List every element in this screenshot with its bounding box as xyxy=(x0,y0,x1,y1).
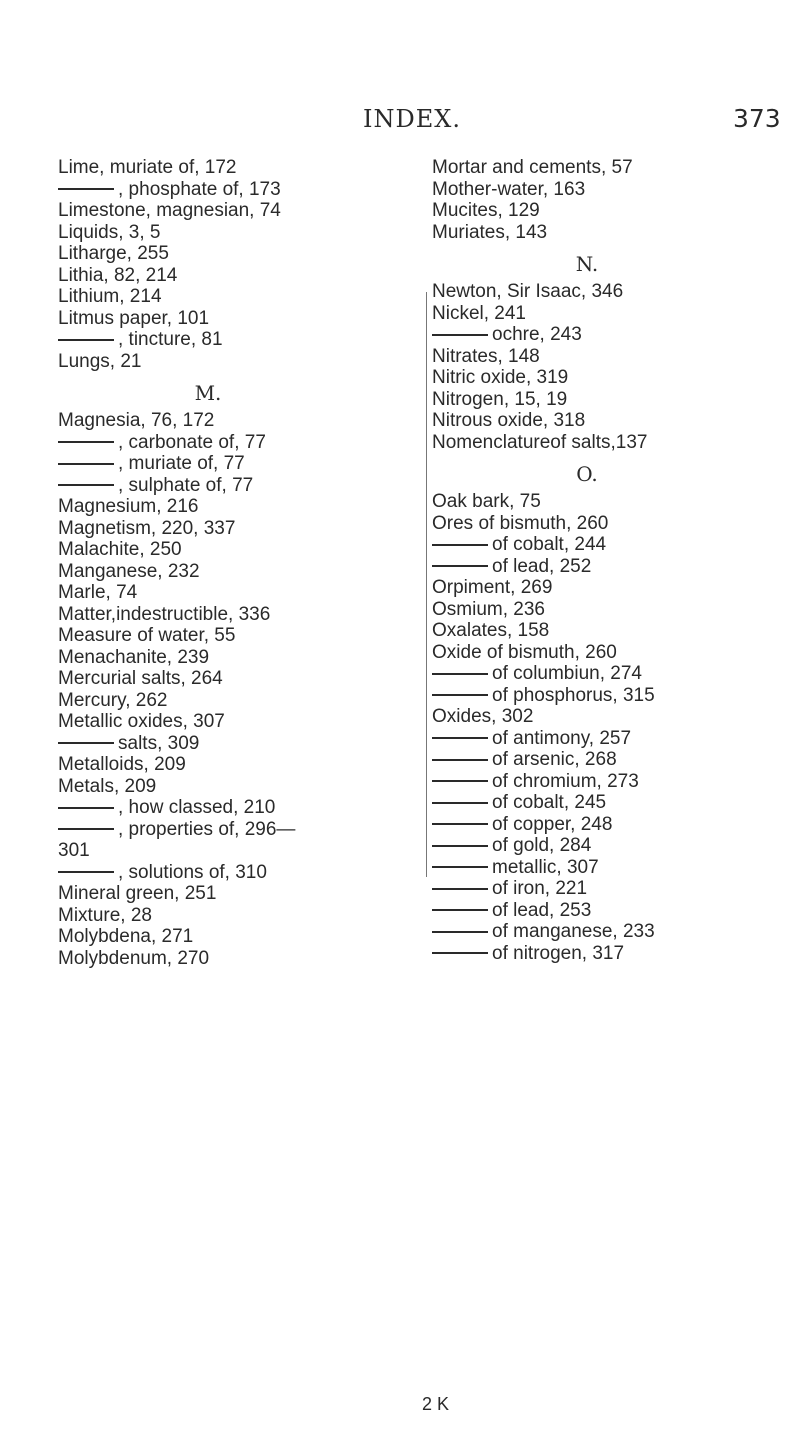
ditto-dash xyxy=(432,544,488,546)
index-entry xyxy=(58,625,420,647)
index-entry xyxy=(432,303,794,325)
index-entry xyxy=(432,577,794,599)
index-entry xyxy=(432,599,794,621)
index-entry-text: Molybdenum, 270 xyxy=(58,947,210,969)
index-entry xyxy=(58,351,420,373)
index-entry xyxy=(432,900,794,922)
ditto-dash xyxy=(432,673,488,675)
entries-m xyxy=(58,410,420,969)
index-entry-text: Menachanite, 239 xyxy=(58,646,210,668)
index-entry xyxy=(432,771,794,793)
index-entry-text: Mercury, 262 xyxy=(58,689,168,711)
index-entry-text: of phosphorus, 315 xyxy=(492,684,655,706)
index-entry-text: Mortar and cements, 57 xyxy=(432,157,633,178)
index-entry-text: of nitrogen, 317 xyxy=(492,942,625,964)
index-entry xyxy=(58,157,420,179)
index-entry-text: of lead, 253 xyxy=(492,899,592,921)
ditto-dash xyxy=(432,694,488,696)
index-entry-text: of arsenic, 268 xyxy=(492,749,617,770)
index-entry xyxy=(432,921,794,943)
index-entry xyxy=(58,200,420,222)
index-entry-text: Lime, muriate of, 172 xyxy=(58,157,237,178)
index-entry xyxy=(58,179,420,201)
index-entry-text: Magnesia, 76, 172 xyxy=(58,410,215,431)
index-entry xyxy=(432,706,794,728)
index-entry-text: , phosphate of, 173 xyxy=(118,178,281,200)
index-entry xyxy=(432,835,794,857)
page-number: 373 xyxy=(733,104,781,133)
index-entry-text: Nitrates, 148 xyxy=(432,345,540,367)
index-entry-text: Limestone, magnesian, 74 xyxy=(58,200,281,221)
index-entry-text: Litmus paper, 101 xyxy=(58,307,210,329)
index-entry xyxy=(58,561,420,583)
index-entry-text: Nitrogen, 15, 19 xyxy=(432,388,568,410)
index-entry-text: Nitrous oxide, 318 xyxy=(432,410,586,431)
index-entry xyxy=(58,797,420,819)
index-entry xyxy=(58,733,420,755)
index-entry xyxy=(58,754,420,776)
index-entry-text: Matter,indestructible, 336 xyxy=(58,603,271,625)
index-entry-text: Oak bark, 75 xyxy=(432,491,541,512)
index-entry-text: Oxides, 302 xyxy=(432,706,534,727)
index-entry-text: Mother-water, 163 xyxy=(432,178,586,200)
index-entry xyxy=(58,582,420,604)
index-entry xyxy=(58,475,420,497)
index-entry-text: metallic, 307 xyxy=(492,856,599,878)
index-entry-text: Manganese, 232 xyxy=(58,560,200,582)
index-entry xyxy=(432,878,794,900)
index-entry xyxy=(432,792,794,814)
index-entry-text: Mixture, 28 xyxy=(58,904,152,926)
index-entry-text: Lungs, 21 xyxy=(58,350,142,372)
index-entry xyxy=(58,308,420,330)
index-entry xyxy=(432,513,794,535)
index-entry xyxy=(58,905,420,927)
index-entry-text: , solutions of, 310 xyxy=(118,861,267,883)
index-entry xyxy=(432,367,794,389)
index-entry xyxy=(432,685,794,707)
index-entry-text: of cobalt, 245 xyxy=(492,792,607,813)
index-entry xyxy=(58,647,420,669)
index-entry xyxy=(58,539,420,561)
ditto-dash xyxy=(432,823,488,825)
index-entry-text: Litharge, 255 xyxy=(58,243,169,264)
index-entry xyxy=(58,862,420,884)
ditto-dash xyxy=(432,845,488,847)
index-entry-text: Osmium, 236 xyxy=(432,598,545,620)
index-entry xyxy=(58,776,420,798)
index-entry-text: of cobalt, 244 xyxy=(492,534,607,555)
index-entry xyxy=(58,604,420,626)
index-entry-text: of chromium, 273 xyxy=(492,770,639,792)
running-head: INDEX. xyxy=(363,105,461,133)
index-entry xyxy=(58,453,420,475)
index-entry xyxy=(432,556,794,578)
index-entry-text: of iron, 221 xyxy=(492,878,588,899)
index-entry-text: , carbonate of, 77 xyxy=(118,431,266,453)
index-entry xyxy=(58,222,420,244)
ditto-dash xyxy=(432,952,488,954)
section-letter-o: O. xyxy=(576,462,598,486)
ditto-dash xyxy=(432,909,488,911)
index-entry-text: 301 xyxy=(58,840,90,861)
index-entry xyxy=(58,243,420,265)
index-entry-text: , sulphate of, 77 xyxy=(118,474,254,496)
index-entry-text: salts, 309 xyxy=(118,732,200,754)
index-entry-text: Nitric oxide, 319 xyxy=(432,367,569,388)
ditto-dash xyxy=(58,871,114,873)
entries-n xyxy=(432,281,794,453)
index-entry-text: Magnesium, 216 xyxy=(58,496,199,517)
index-entry xyxy=(432,200,794,222)
ditto-dash xyxy=(432,866,488,868)
ditto-dash xyxy=(58,484,114,486)
ditto-dash xyxy=(432,780,488,782)
ditto-dash xyxy=(432,737,488,739)
ditto-dash xyxy=(58,463,114,465)
index-entry xyxy=(432,410,794,432)
index-entry xyxy=(58,286,420,308)
ditto-dash xyxy=(58,828,114,830)
ditto-dash xyxy=(432,888,488,890)
index-entry xyxy=(432,642,794,664)
entries-m-continued xyxy=(432,157,794,243)
index-entry-text: , muriate of, 77 xyxy=(118,453,245,474)
index-entry xyxy=(432,324,794,346)
ditto-dash xyxy=(58,441,114,443)
index-entry-text: Measure of water, 55 xyxy=(58,625,236,646)
index-entry xyxy=(432,222,794,244)
index-entry-text: of manganese, 233 xyxy=(492,921,655,942)
index-entry xyxy=(58,948,420,970)
index-entry-text: Newton, Sir Isaac, 346 xyxy=(432,281,624,302)
index-entry xyxy=(432,814,794,836)
index-entry xyxy=(58,668,420,690)
index-entry-text: Molybdena, 271 xyxy=(58,926,194,947)
index-entry xyxy=(58,690,420,712)
index-entry xyxy=(432,663,794,685)
section-letter-m: M. xyxy=(194,381,222,405)
index-entry-text: Nomenclatureof salts,137 xyxy=(432,431,648,453)
index-entry-text: , tincture, 81 xyxy=(118,329,223,350)
index-entry xyxy=(58,711,420,733)
index-entry-text: Lithium, 214 xyxy=(58,286,162,307)
page-header xyxy=(0,105,800,139)
index-entry-text: of gold, 284 xyxy=(492,835,592,856)
index-entry-text: Orpiment, 269 xyxy=(432,577,553,598)
index-entry xyxy=(58,840,420,862)
index-entry xyxy=(432,857,794,879)
index-entry-text: Metallic oxides, 307 xyxy=(58,711,225,732)
index-entry xyxy=(58,926,420,948)
index-entry-text: Oxalates, 158 xyxy=(432,620,550,641)
index-entry xyxy=(432,281,794,303)
index-entry xyxy=(58,518,420,540)
index-entry-text: of lead, 252 xyxy=(492,555,592,577)
index-entry-text: Muriates, 143 xyxy=(432,221,548,243)
index-entry-text: Magnetism, 220, 337 xyxy=(58,517,236,539)
index-column-right xyxy=(432,157,794,964)
ditto-dash xyxy=(58,807,114,809)
entries-o xyxy=(432,491,794,964)
index-entry xyxy=(432,728,794,750)
index-entry-text: Nickel, 241 xyxy=(432,302,526,324)
ditto-dash xyxy=(58,339,114,341)
section-letter-n: N. xyxy=(575,252,599,276)
index-entry-text: ochre, 243 xyxy=(492,324,582,345)
ditto-dash xyxy=(432,565,488,567)
index-entry xyxy=(432,346,794,368)
index-entry xyxy=(432,432,794,454)
index-entry-text: of copper, 248 xyxy=(492,813,613,835)
index-entry xyxy=(58,883,420,905)
index-entry xyxy=(432,157,794,179)
index-entry xyxy=(432,534,794,556)
ditto-dash xyxy=(58,742,114,744)
index-entry-text: Mercurial salts, 264 xyxy=(58,668,223,689)
ditto-dash xyxy=(432,759,488,761)
index-entry-text: Mineral green, 251 xyxy=(58,883,217,904)
index-entry-text: of columbiun, 274 xyxy=(492,663,642,684)
index-entry-text: Lithia, 82, 214 xyxy=(58,264,178,286)
column-divider xyxy=(426,292,427,877)
index-entry-text: Marle, 74 xyxy=(58,582,138,603)
index-entry xyxy=(58,432,420,454)
index-entry xyxy=(58,265,420,287)
index-entry-text: of antimony, 257 xyxy=(492,727,632,749)
index-entry xyxy=(58,496,420,518)
index-entry-text: Oxide of bismuth, 260 xyxy=(432,641,617,663)
index-entry xyxy=(432,620,794,642)
index-entry xyxy=(58,410,420,432)
index-entry-text: Malachite, 250 xyxy=(58,539,182,560)
ditto-dash xyxy=(432,334,488,336)
index-entry xyxy=(432,491,794,513)
ditto-dash xyxy=(432,931,488,933)
index-entry xyxy=(58,329,420,351)
index-entry-text: Liquids, 3, 5 xyxy=(58,221,161,243)
index-entry-text: Ores of bismuth, 260 xyxy=(432,512,609,534)
index-entry-text: Metalloids, 209 xyxy=(58,754,186,775)
index-entry-text: , how classed, 210 xyxy=(118,797,276,818)
index-entry-text: Mucites, 129 xyxy=(432,200,540,221)
signature-mark: 2 K xyxy=(422,1394,450,1414)
index-entry xyxy=(432,179,794,201)
index-entry-text: Metals, 209 xyxy=(58,775,157,797)
ditto-dash xyxy=(58,188,114,190)
index-column-left xyxy=(58,157,420,969)
ditto-dash xyxy=(432,802,488,804)
index-entry xyxy=(432,389,794,411)
index-entry xyxy=(432,943,794,965)
index-entry xyxy=(432,749,794,771)
index-entry xyxy=(58,819,420,841)
entries-l xyxy=(58,157,420,372)
index-entry-text: , properties of, 296— xyxy=(118,818,296,840)
